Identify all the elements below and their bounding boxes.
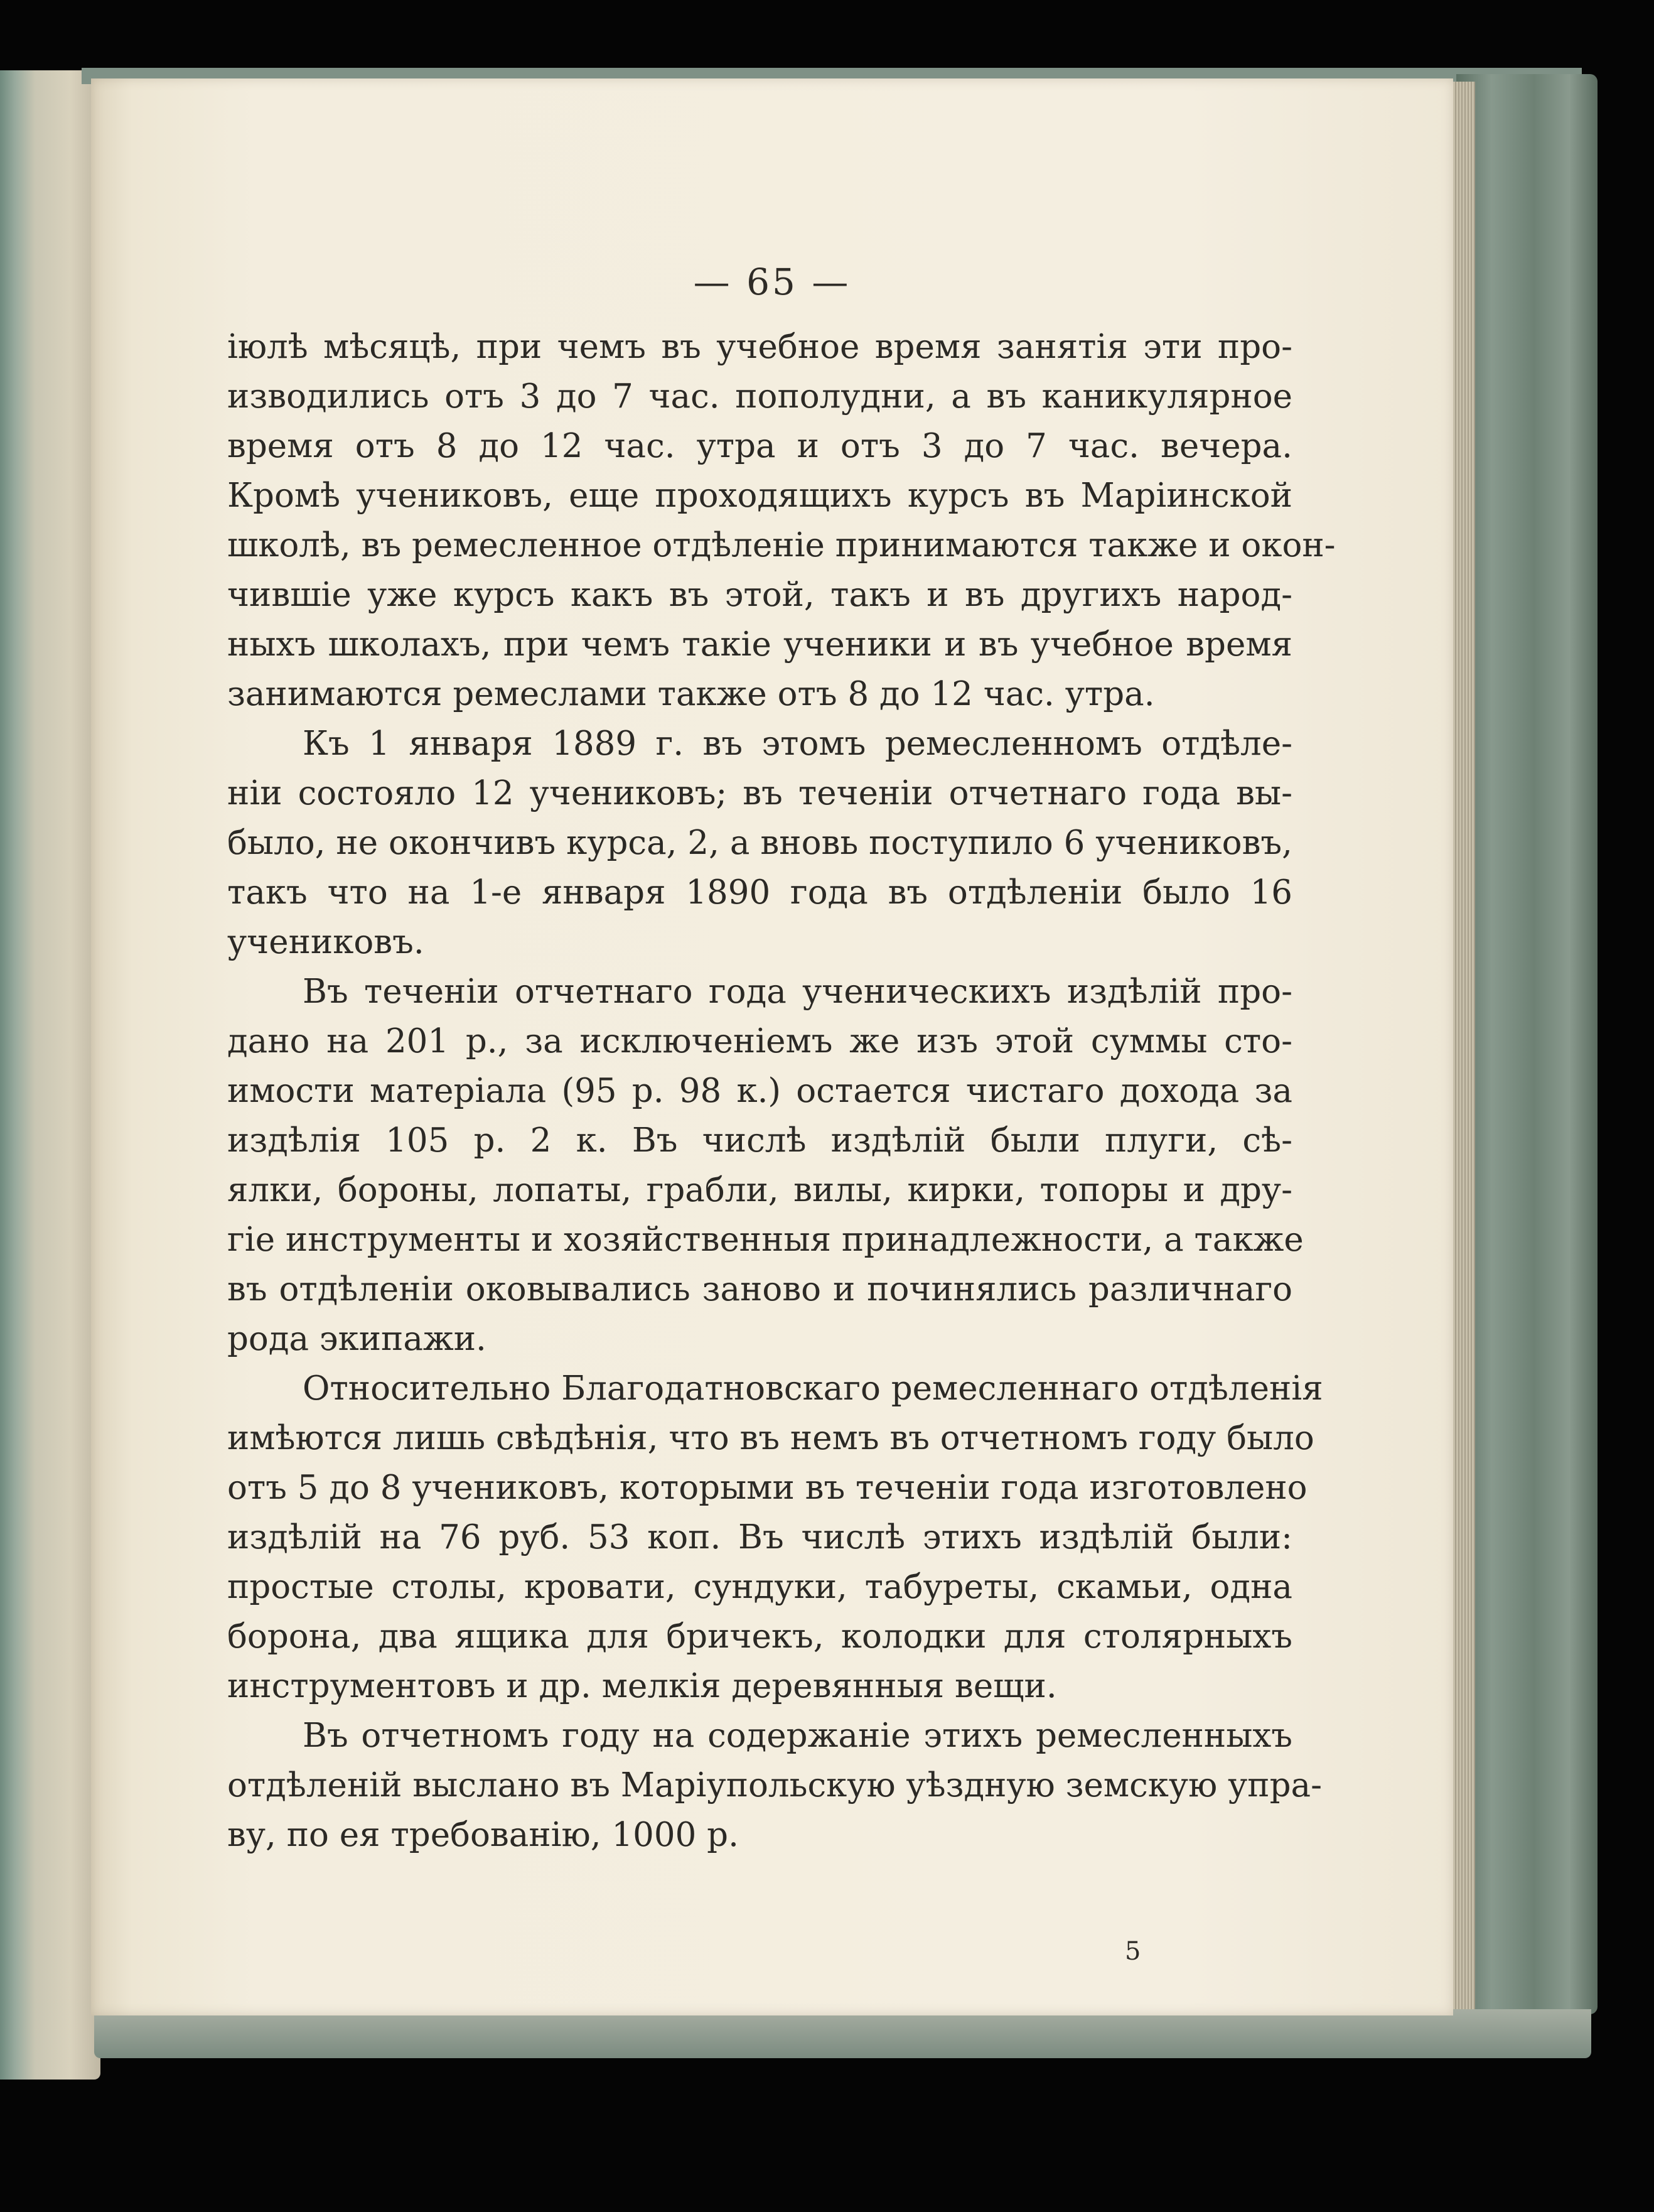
text-line: имости матеріала (95 р. 98 к.) остается чистаго дохода за <box>227 1072 1292 1110</box>
text-line: учениковъ. <box>227 923 424 961</box>
page-stack-edge <box>1450 82 1475 2009</box>
text-line: борона, два ящика для бричекъ, колодки для столярныхъ <box>227 1617 1292 1656</box>
text-line: такъ что на 1-е января 1890 года въ отдѣленіи было 16 <box>227 873 1292 912</box>
text-line: гіе инструменты и хозяйственныя принадлежности, а также <box>227 1221 1304 1259</box>
text-line: простые столы, кровати, сундуки, табуреты, скамьи, одна <box>227 1568 1292 1606</box>
text-line: ніи состояло 12 учениковъ; въ теченіи отчетнаго года вы- <box>227 774 1292 812</box>
page-number: — 65 — <box>693 261 851 303</box>
text-line: имѣются лишь свѣдѣнія, что въ немъ въ отчетномъ году было <box>227 1419 1314 1457</box>
text-line: дано на 201 р., за исключеніемъ же изъ этой суммы сто- <box>227 1022 1292 1060</box>
text-line: время отъ 8 до 12 час. утра и отъ 3 до 7 час. вечера. <box>227 427 1292 465</box>
text-line: Относительно Благодатновскаго ремесленнаго отдѣленія <box>303 1369 1323 1408</box>
text-line: ныхъ школахъ, при чемъ такіе ученики и въ учебное время <box>227 625 1292 664</box>
text-line: школѣ, въ ремесленное отдѣленіе принимаются также и окон- <box>227 526 1336 564</box>
body-text <box>227 322 1336 1860</box>
text-line: отъ 5 до 8 учениковъ, которыми въ теченіи года изготовлено <box>227 1469 1308 1507</box>
text-line: издѣлій на 76 руб. 53 коп. Въ числѣ этихъ издѣлій были: <box>227 1518 1292 1556</box>
text-line: было, не окончивъ курса, 2, а вновь поступило 6 учениковъ, <box>227 824 1292 862</box>
book-page <box>91 78 1453 2015</box>
cover-board-bottom <box>94 2009 1591 2058</box>
left-page-edge <box>0 70 100 2080</box>
text-line: чившіе уже курсъ какъ въ этой, такъ и въ другихъ народ- <box>227 576 1292 614</box>
text-line: рода экипажи. <box>227 1320 486 1358</box>
text-line: издѣлія 105 р. 2 к. Въ числѣ издѣлій были плуги, сѣ- <box>227 1121 1292 1160</box>
text-line: ву, по ея требованію, 1000 р. <box>227 1816 739 1854</box>
cover-board-right <box>1456 74 1598 2014</box>
text-line: въ отдѣленіи оковывались заново и починялись различнаго <box>227 1270 1292 1308</box>
text-line: іюлѣ мѣсяцѣ, при чемъ въ учебное время занятія эти про- <box>227 328 1292 366</box>
signature-mark: 5 <box>1125 1937 1141 1966</box>
text-line: Кромѣ учениковъ, еще проходящихъ курсъ въ Маріинской <box>227 477 1292 515</box>
text-line: отдѣленій выслано въ Маріупольскую уѣздную земскую упра- <box>227 1766 1323 1805</box>
text-line: Къ 1 января 1889 г. въ этомъ ремесленномъ отдѣле- <box>303 725 1292 763</box>
text-line: Въ теченіи отчетнаго года ученическихъ издѣлій про- <box>303 973 1292 1011</box>
text-line: инструментовъ и др. мелкія деревянныя вещи. <box>227 1667 1057 1705</box>
text-line: изводились отъ 3 до 7 час. пополудни, а въ каникулярное <box>227 377 1292 416</box>
text-line: ялки, бороны, лопаты, грабли, вилы, кирки, топоры и дру- <box>227 1171 1292 1209</box>
text-line: Въ отчетномъ году на содержаніе этихъ ремесленныхъ <box>303 1717 1292 1755</box>
text-line: занимаются ремеслами также отъ 8 до 12 час. утра. <box>227 675 1155 713</box>
